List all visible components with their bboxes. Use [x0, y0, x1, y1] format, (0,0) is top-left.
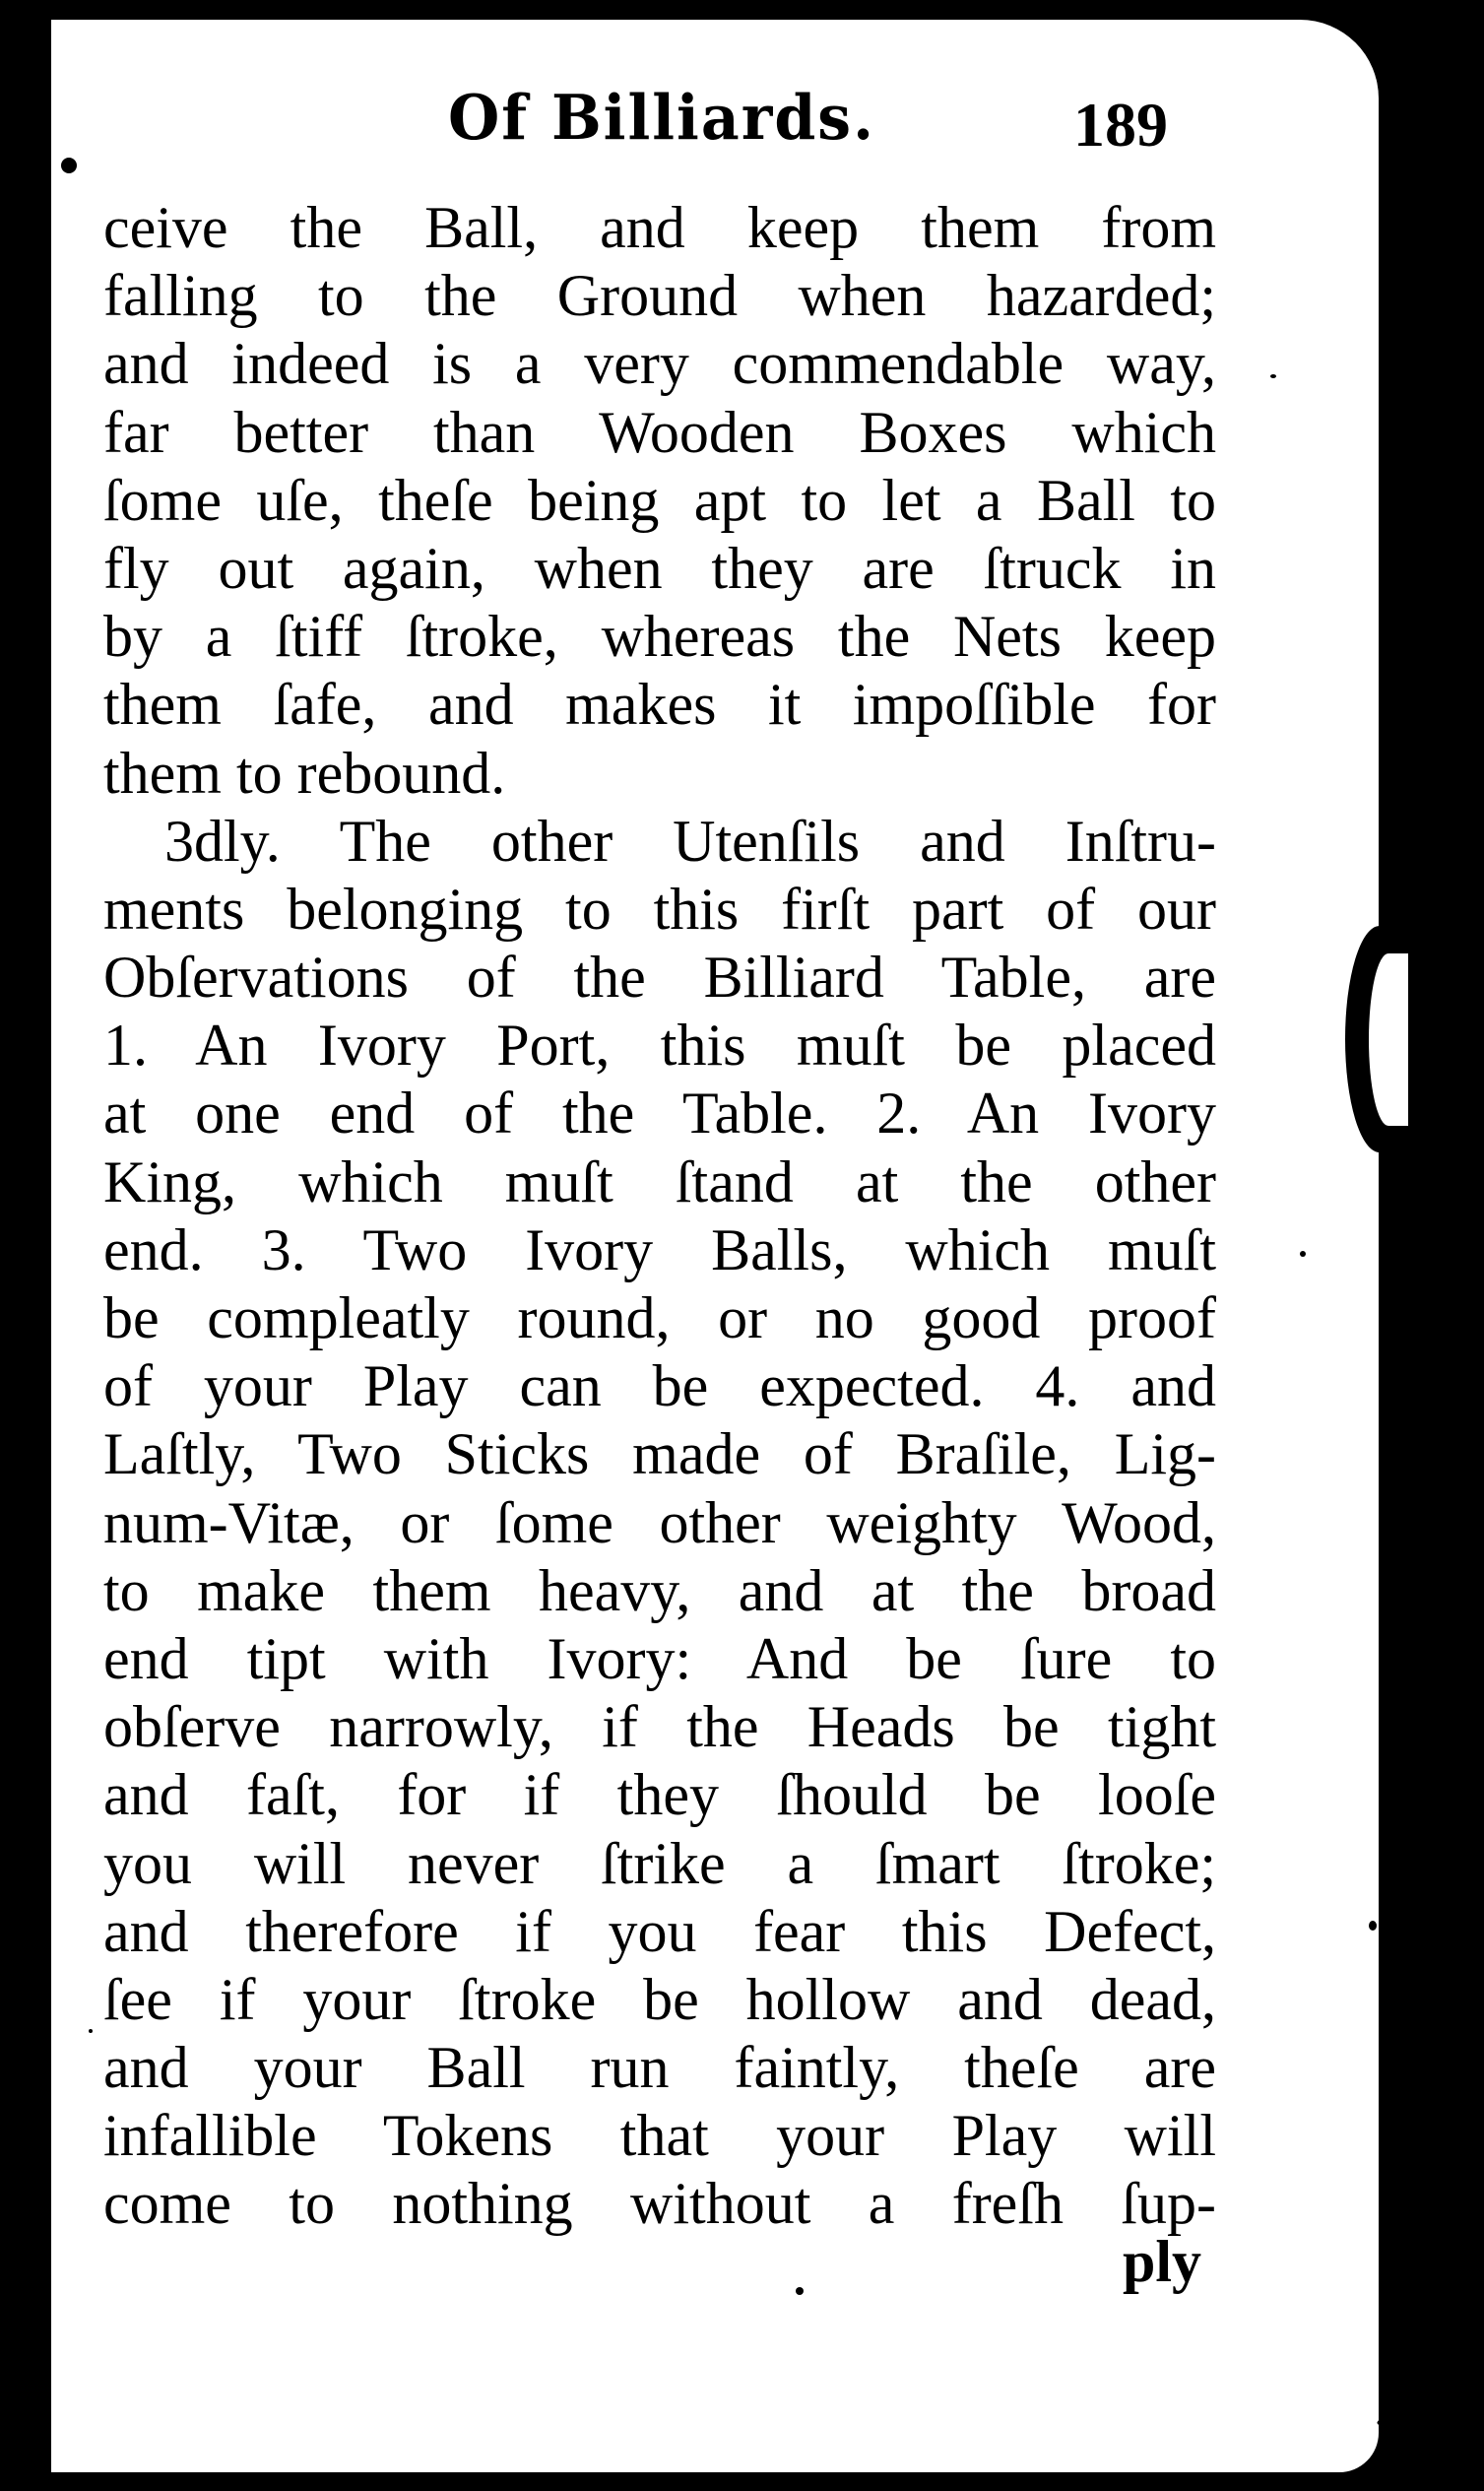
text-line: ſome uſe, theſe being apt to let a Ball to: [103, 467, 1216, 533]
text-line: obſerve narrowly, if the Heads be tight: [103, 1694, 1216, 1760]
scan-speck: [796, 2287, 804, 2295]
scan-speck: [1300, 1251, 1306, 1257]
text-line: by a ſtiff ſtroke, whereas the Nets keep: [103, 604, 1216, 670]
text-line: Laſtly, Two Sticks made of Braſile, Lig-: [103, 1421, 1216, 1487]
scan-speck: [61, 158, 77, 173]
text-line: ſee if your ſtroke be hollow and dead,: [103, 1966, 1216, 2032]
text-line: end. 3. Two Ivory Balls, which muſt: [103, 1216, 1216, 1282]
running-head: Of Billiards.: [448, 82, 875, 155]
text-line: Obſervations of the Billiard Table, are: [103, 945, 1216, 1011]
text-line: King, which muſt ſtand at the other: [103, 1148, 1216, 1214]
book-spine: [0, 0, 51, 2491]
text-line: and faſt, for if they ſhould be looſe: [103, 1762, 1216, 1828]
body-text: [103, 194, 1216, 2239]
text-line: and indeed is a very commendable way,: [103, 331, 1216, 397]
text-line: end tipt with Ivory: And be ſure to: [103, 1625, 1216, 1691]
text-line: fly out again, when they are ſtruck in: [103, 535, 1216, 601]
text-line: num-Vitæ, or ſome other weighty Wood,: [103, 1489, 1216, 1555]
scan-speck: [1270, 374, 1276, 378]
page-number: 189: [1073, 90, 1168, 160]
text-line: infallible Tokens that your Play will: [103, 2103, 1216, 2169]
text-line: at one end of the Table. 2. An Ivory: [103, 1081, 1216, 1147]
scan-speck: [89, 2029, 93, 2033]
page-header: [0, 84, 1484, 182]
page-edge-clip-inner: [1369, 953, 1408, 1126]
text-line: be compleatly round, or no good proof: [103, 1285, 1216, 1350]
scan-speck: [1369, 1921, 1377, 1931]
text-line: 3dly. The other Utenſils and Inſtru-: [164, 808, 1216, 874]
text-line: to make them heavy, and at the broad: [103, 1557, 1216, 1623]
text-line: them ſafe, and makes it impoſſible for: [103, 672, 1216, 738]
text-line: ceive the Ball, and keep them from: [103, 195, 1216, 260]
catchword: ply: [1123, 2229, 1202, 2294]
text-line: them to rebound.: [103, 740, 506, 806]
text-line: and your Ball run faintly, theſe are: [103, 2035, 1216, 2101]
text-line: and therefore if you fear this Defect,: [103, 1898, 1216, 1964]
text-line: you will never ſtrike a ſmart ſtroke;: [103, 1830, 1216, 1896]
text-line: of your Play can be expected. 4. and: [103, 1353, 1216, 1419]
text-line: far better than Wooden Boxes which: [103, 399, 1216, 465]
text-line: come to nothing without a freſh ſup-: [103, 2171, 1216, 2237]
text-line: falling to the Ground when hazarded;: [103, 263, 1216, 329]
text-line: 1. An Ivory Port, this muſt be placed: [103, 1013, 1216, 1079]
text-line: ments belonging to this firſt part of our: [103, 876, 1216, 942]
